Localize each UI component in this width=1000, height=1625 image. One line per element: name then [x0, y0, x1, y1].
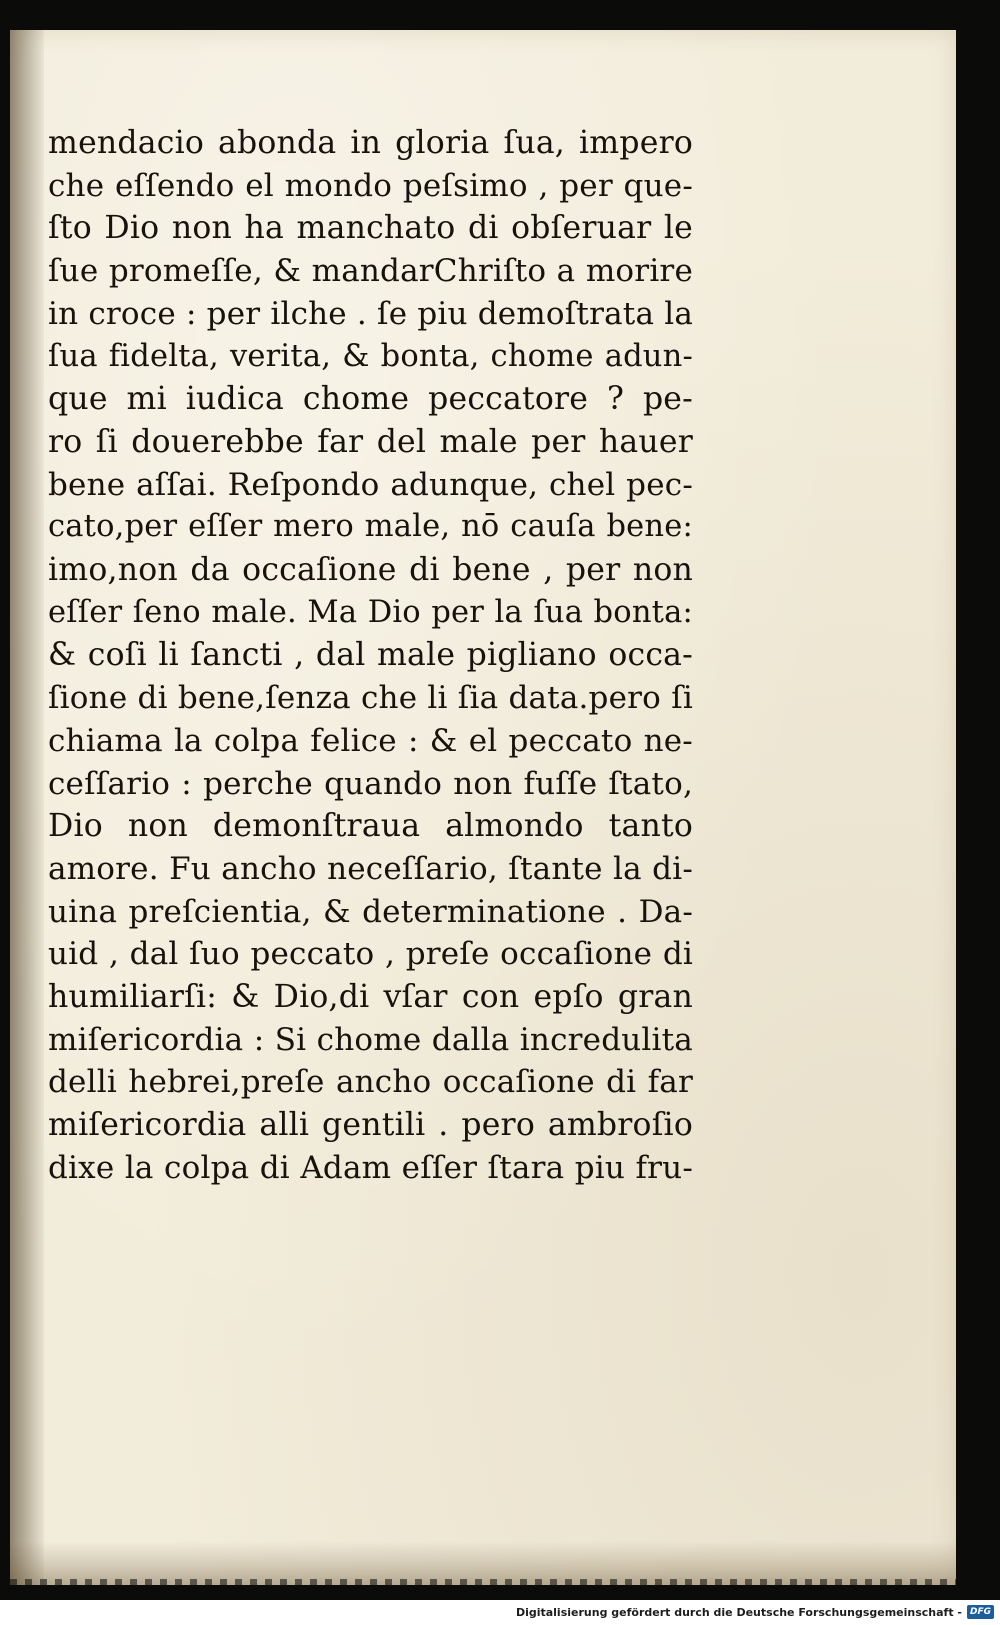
- text-line: ſione di bene,ſenza che li ſia data.pero ſi: [48, 680, 693, 717]
- dfg-logo-icon: DFG: [967, 1605, 994, 1619]
- spine-shadow: [10, 30, 44, 1585]
- page-text: [48, 122, 693, 1190]
- text-line: amore. Fu ancho neceſſario, ſtante la di-: [48, 850, 693, 887]
- text-line: uid , dal ſuo peccato , preſe occaſione di: [48, 936, 693, 973]
- text-line: ro ſi douerebbe far del male per hauer: [48, 423, 693, 460]
- text-line: uina preſcientia, & determinatione . Da-: [48, 893, 693, 930]
- digitization-footer: [0, 1600, 1000, 1625]
- torn-edge: [10, 1579, 956, 1591]
- text-line: dixe la colpa di Adam eſſer ſtara piu fru-: [48, 1149, 693, 1186]
- text-line: bene aſſai. Reſpondo adunque, chel pec-: [48, 466, 693, 503]
- text-line: che eſſendo el mondo peſsimo , per que-: [48, 167, 693, 204]
- text-line: miſericordia : Si chome dalla incredulita: [48, 1021, 693, 1058]
- text-line: ſue promeſſe, & mandarChriſto a morire: [48, 253, 693, 290]
- text-line: mendacio abonda in gloria ſua, impero: [48, 125, 693, 161]
- book-page: [10, 30, 956, 1585]
- text-line: eſſer ſeno male. Ma Dio per la ſua bonta:: [48, 594, 693, 630]
- text-line: imo,non da occaſione di bene , per non: [48, 552, 693, 589]
- text-line: & coſi li ſancti , dal male pigliano occa-: [48, 637, 693, 674]
- text-line: Dio non demonſtraua almondo tanto: [48, 808, 693, 845]
- text-line: ceſſario : perche quando non fuſſe ſtato,: [48, 765, 693, 802]
- text-line: miſericordia alli gentili . pero ambroſio: [48, 1107, 693, 1144]
- text-line: ſto Dio non ha manchato di obſeruar le: [48, 210, 693, 247]
- funding-credit: Digitalisierung gefördert durch die Deutsche Forschungsgemeinschaft -: [515, 1606, 962, 1619]
- text-line: delli hebrei,preſe ancho occaſione di far: [48, 1064, 693, 1101]
- text-line: humiliarſi: & Dio,di vſar con epſo gran: [48, 979, 693, 1016]
- text-line: cato,per eſſer mero male, nō cauſa bene:: [48, 509, 693, 545]
- text-line: in croce : per ilche . ſe piu demoſtrata la: [48, 295, 693, 332]
- text-line: chiama la colpa felice : & el peccato ne-: [48, 722, 693, 759]
- text-line: que mi iudica chome peccatore ? pe-: [48, 381, 693, 418]
- text-line: ſua fidelta, verita, & bonta, chome adun-: [48, 338, 693, 374]
